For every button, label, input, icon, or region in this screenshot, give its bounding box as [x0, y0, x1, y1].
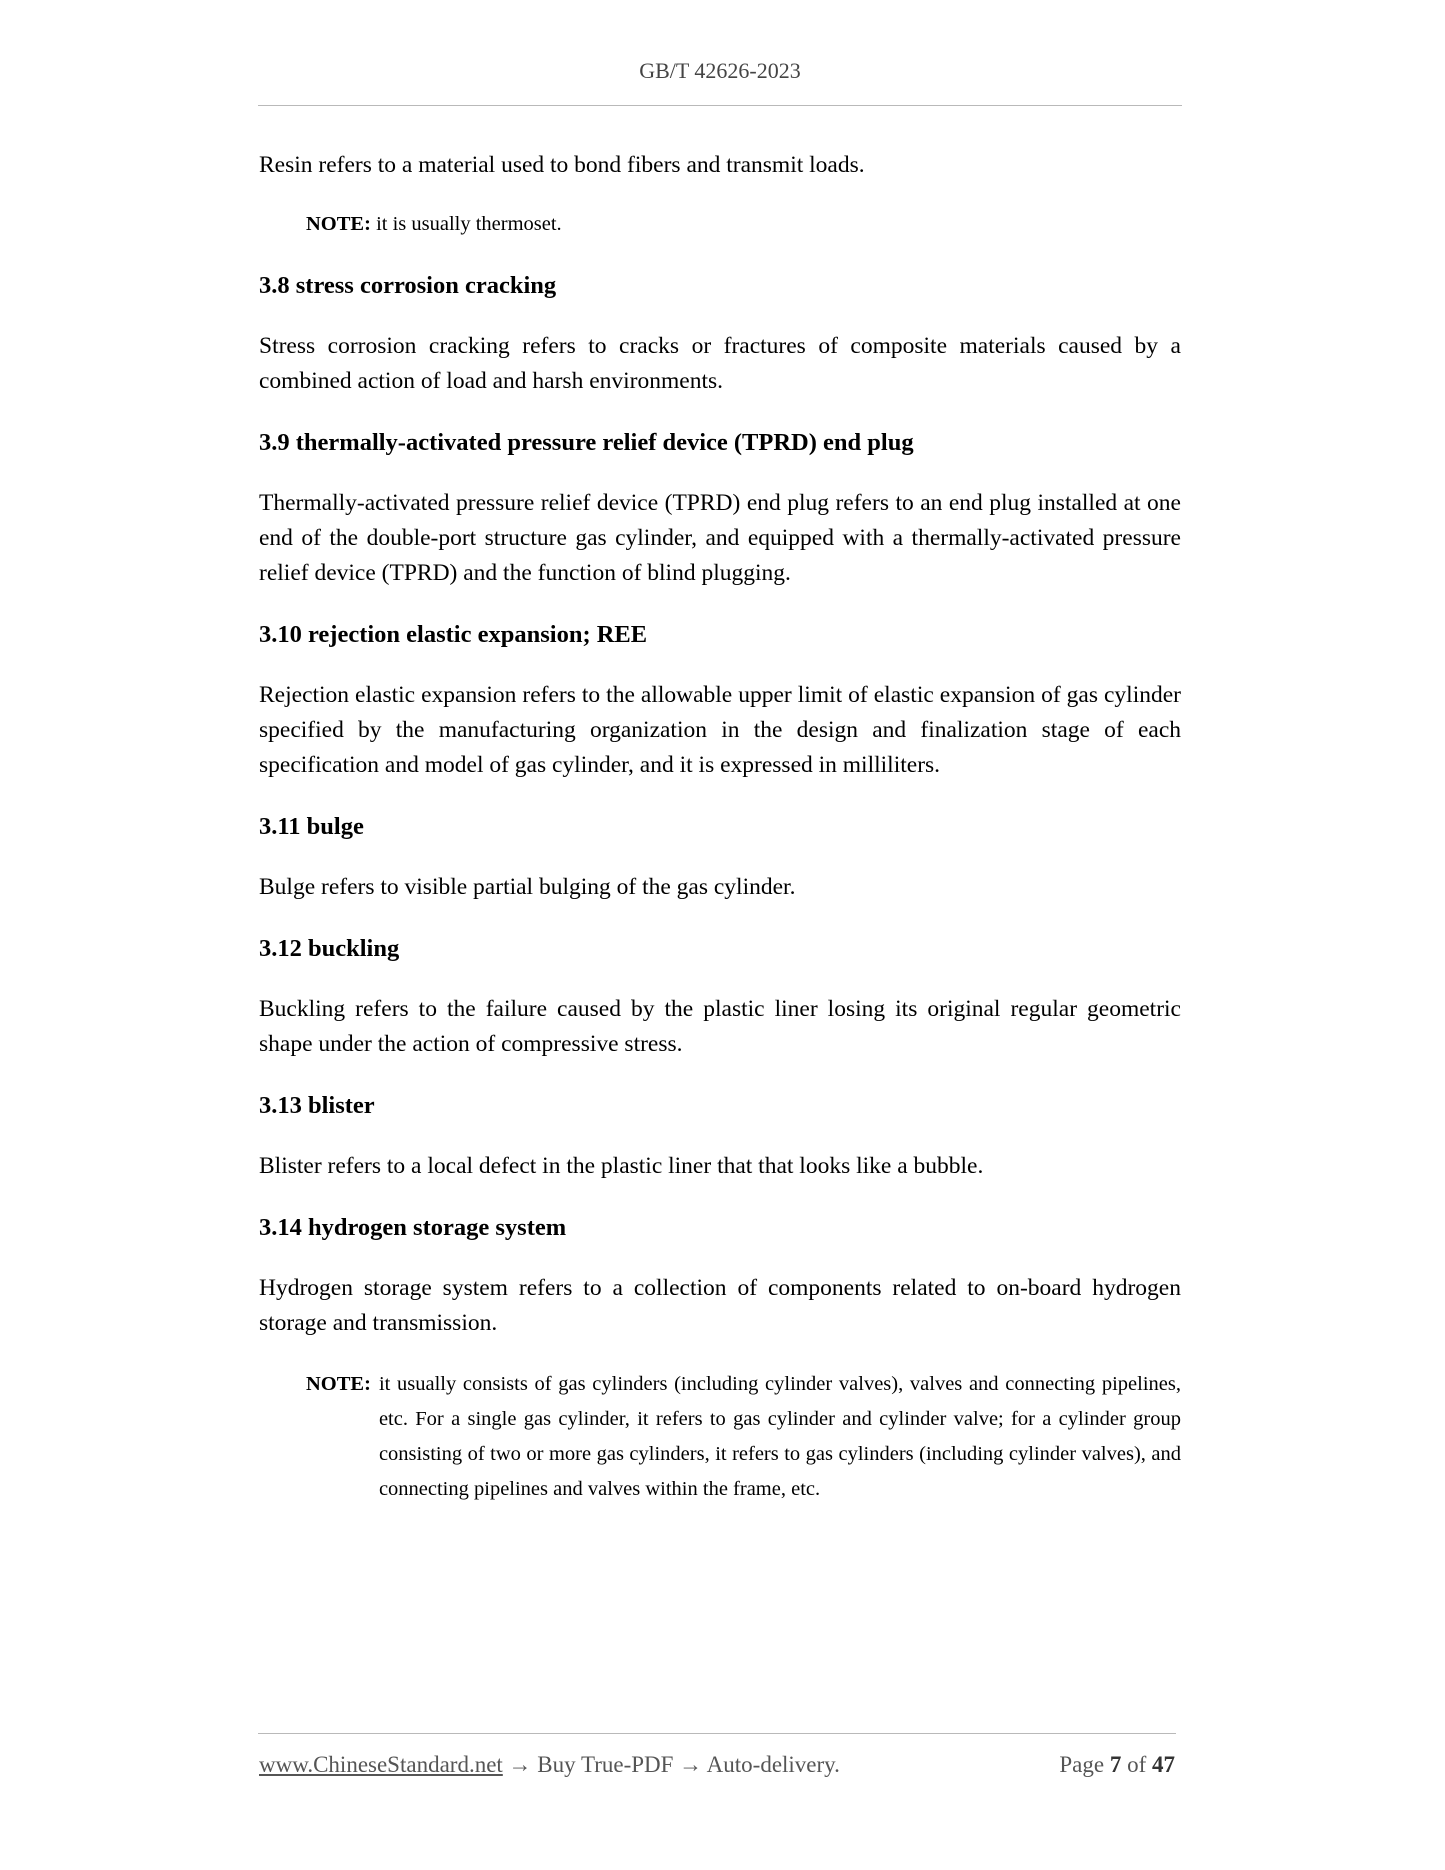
note-text: it is usually thermoset.	[370, 213, 562, 235]
total-pages-number: 47	[1152, 1752, 1175, 1777]
resin-note	[306, 207, 1181, 242]
section-3-13	[259, 1088, 1181, 1184]
section-3-8	[259, 268, 1181, 399]
page-content	[259, 148, 1181, 1507]
section-text: Buckling refers to the failure caused by the plastic liner losing its original regular geometric shape under the action of compressive stress.	[259, 996, 1181, 1057]
note-text: it usually consists of gas cylinders (including cylinder valves), valves and connecting pipelines, etc. For a single gas cylinder, it refers to gas cylinder and cylinder valve; for a cylinder group consisting of two or more gas cylinders, it refers to gas cylinders (including cylinder valves), and connecting pipelines and valves within the frame, etc.	[378, 1373, 1181, 1500]
document-code: GB/T 42626-2023	[639, 58, 801, 83]
section-text: Bulge refers to visible partial bulging of the gas cylinder.	[259, 874, 796, 900]
header-divider	[258, 105, 1182, 106]
page-header	[258, 58, 1182, 84]
section-heading: 3.12 buckling	[259, 935, 400, 962]
page-indicator	[1059, 1752, 1175, 1778]
section-heading: 3.10 rejection elastic expansion; REE	[259, 621, 648, 648]
section-heading: 3.13 blister	[259, 1092, 375, 1119]
section-heading: 3.11 bulge	[259, 813, 364, 840]
resin-definition: Resin refers to a material used to bond fibers and transmit loads.	[259, 152, 865, 178]
section-text: Thermally-activated pressure relief device (TPRD) end plug refers to an end plug installed at one end of the double-port structure gas cylinder, and equipped with a thermally-activated pressure relief device (TPRD) and the function of blind plugging.	[259, 490, 1181, 586]
current-page-number: 7	[1109, 1752, 1122, 1777]
section-heading: 3.9 thermally-activated pressure relief device (TPRD) end plug	[259, 429, 914, 456]
section-3-10	[259, 617, 1181, 783]
page-footer	[259, 1752, 1175, 1778]
section-heading: 3.8 stress corrosion cracking	[259, 272, 557, 299]
section-3-14	[259, 1210, 1181, 1507]
section-text: Rejection elastic expansion refers to the allowable upper limit of elastic expansion of gas cylinder specified by the manufacturing organization in the design and finalization stage of each specification and model of gas cylinder, and it is expressed in milliliters.	[259, 682, 1181, 778]
section-3-12	[259, 931, 1181, 1062]
section-text: Blister refers to a local defect in the plastic liner that that looks like a bubble.	[259, 1153, 984, 1179]
footer-tagline: → Buy True-PDF → Auto-delivery.	[502, 1752, 840, 1777]
hydrogen-system-note	[306, 1367, 1181, 1507]
page-of-label: of	[1121, 1752, 1152, 1777]
note-label: NOTE:	[306, 1373, 371, 1395]
section-text: Stress corrosion cracking refers to cracks or fractures of composite materials caused by a combined action of load and harsh environments.	[259, 333, 1181, 394]
page-label: Page	[1059, 1752, 1110, 1777]
footer-promo	[259, 1752, 840, 1778]
footer-divider	[258, 1733, 1176, 1734]
website-link[interactable]: www.ChineseStandard.net	[259, 1752, 503, 1777]
section-text: Hydrogen storage system refers to a collection of components related to on-board hydrogen storage and transmission.	[259, 1275, 1181, 1336]
section-3-9	[259, 425, 1181, 591]
note-label: NOTE:	[306, 213, 371, 235]
section-heading: 3.14 hydrogen storage system	[259, 1214, 567, 1241]
section-3-11	[259, 809, 1181, 905]
